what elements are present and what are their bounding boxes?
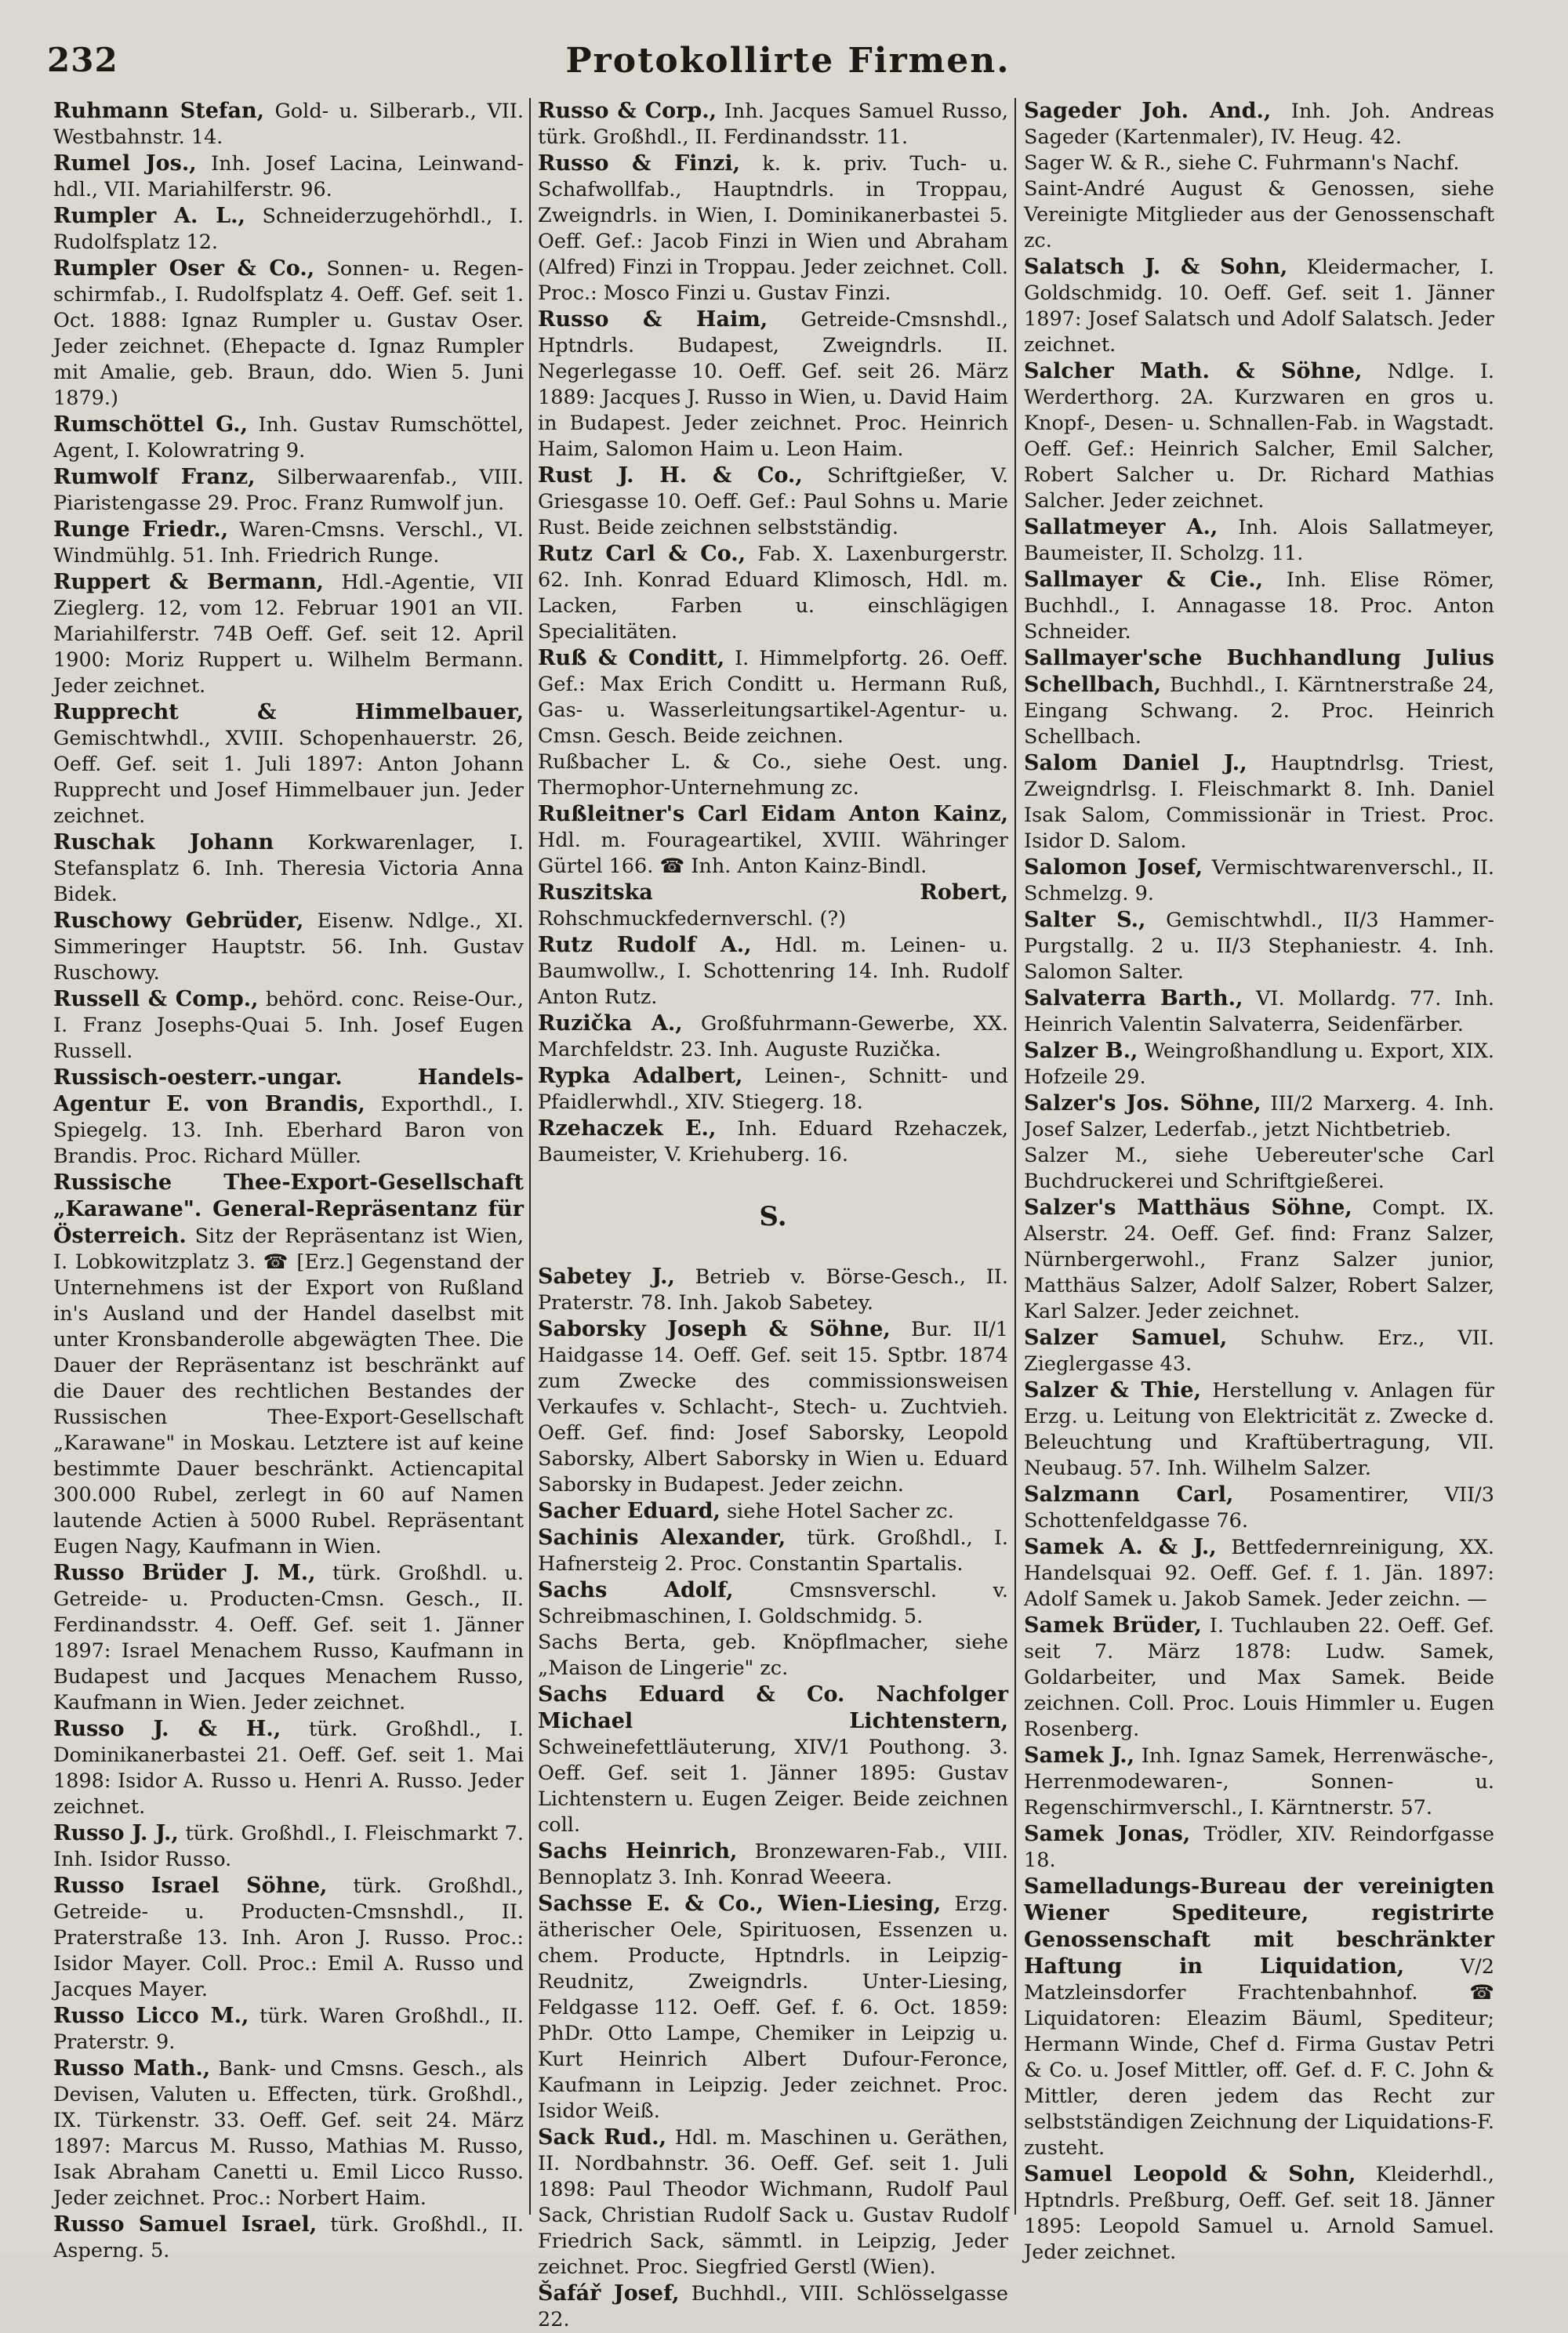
firm-details: Inh. Jacques Samuel Russo, türk. Großhdl., II. Ferdinandsstr. 11.: [538, 100, 1009, 149]
directory-entry: [538, 307, 1008, 463]
firm-details: siehe Hotel Sacher zc.: [727, 1500, 954, 1523]
firm-name: Salomon Josef,: [1024, 855, 1203, 880]
firm-details: Saint-André August & Genossen, siehe Vereinigte Mitglieder aus der Genossenschaft zc.: [1024, 177, 1494, 252]
firm-details: Inh. Alois Sallatmeyer, Baumeister, II. Scholzg. 11.: [1024, 516, 1494, 565]
firm-details: türk. Großhdl. u. Getreide- u. Producten-Cmsn. Gesch., II. Ferdinandsstr. 4. Oeff. Gef. seit 1. Jänner 1897: Israel Menachem Russo, Kaufmann in Budapest und Jacques Menachem Russo, Kaufmann in Wien. Jeder zeichnet.: [53, 1562, 524, 1714]
directory-entry: [53, 829, 524, 908]
firm-details: Sachs Berta, geb. Knöpflmacher, siehe „Maison de Lingerie" zc.: [538, 1631, 1008, 1680]
directory-entry: [538, 1577, 1008, 1630]
firm-details: Hauptndrlsg. Triest, Zweigndrlsg. I. Fleischmarkt 8. Inh. Daniel Isak Salom, Commissionär in Triest. Proc. Isidor D. Salom.: [1024, 752, 1495, 853]
directory-entry: [53, 412, 524, 464]
firm-name: Russell & Comp.,: [53, 987, 259, 1011]
firm-name: Russo Brüder J. M.,: [53, 1561, 316, 1585]
firm-details: Erzg. ätherischer Oele, Spirituosen, Essenzen u. chem. Producte, Hptndrls. in Leipzig-Reudnitz, Zweigndrls. Unter-Liesing, Feldgasse 112. Oeff. Gef. f. 6. Oct. 1859: PhDr. Otto Lampe, Chemiker in Leipzig u. Kurt Heinrich Albert Dufour-Feronce, Kaufmann in Leipzig. Jeder zeichnet. Proc. Isidor Weiß.: [538, 1892, 1009, 2123]
firm-details: Bur. II/1 Haidgasse 14. Oeff. Gef. seit 15. Sptbr. 1874 zum Zwecke des commissionsweisen Verkaufes v. Schlacht-, Stech- u. Zuchtvieh. Oeff. Gef. find: Josef Saborsky, Leopold Saborsky, Albert Saborsky in Wien u. Eduard Saborsky in Budapest. Jeder zeichn.: [538, 1318, 1008, 1497]
firm-details: Inh. Eduard Rzehaczek, Baumeister, V. Kriehuberg. 16.: [538, 1117, 1009, 1166]
firm-details: V/2 Matzleinsdorfer Frachtenbahnhof. ☎ Liquidatoren: Eleazim Bäuml, Spediteur; Hermann Winde, Chef d. Firma Gustav Petri & Co. u. Josef Mittler, off. Gef. d. F. C. John & Mittler, deren jedem das Recht zur selbstständigen Zeichnung der Liquidations-F. zusteht.: [1024, 1955, 1494, 2160]
firm-details: Großfuhrmann-Gewerbe, XX. Marchfeldstr. 23. Inh. Auguste Ruzička.: [538, 1012, 1008, 1061]
directory-entry: [538, 932, 1008, 1010]
firm-details: Hdl. m. Fourageartikel, XVIII. Währinger Gürtel 166. ☎ Inh. Anton Kainz-Bindl.: [538, 829, 1008, 878]
directory-entry: [53, 569, 524, 699]
directory-entry: [538, 1498, 1008, 1525]
firm-details: I. Tuchlauben 22. Oeff. Gef. seit 7. März 1878: Ludw. Samek, Goldarbeiter, und Max Samek. Beide zeichnen. Coll. Proc. Louis Himmler u. Eugen Rosenberg.: [1024, 1614, 1494, 1741]
firm-name: Russische Thee-Export-Gesellschaft „Karawane". General-Repräsentanz für Österreich.: [53, 1170, 524, 1248]
directory-entry: [53, 699, 524, 829]
firm-name: Ruß & Conditt,: [538, 646, 725, 670]
firm-name: Saborsky Joseph & Söhne,: [538, 1317, 891, 1341]
firm-details: Gemischtwhdl., XVIII. Schopenhauerstr. 26, Oeff. Gef. seit 1. Juli 1897: Anton Johann Rupprecht und Josef Himmelbauer jun. Jeder zeichnet.: [53, 727, 524, 828]
directory-entry: [538, 2280, 1008, 2333]
firm-details: Gold- u. Silberarb., VII. Westbahnstr. 14.: [53, 100, 524, 149]
directory-entry: [1024, 1613, 1494, 1743]
firm-details: Sonnen- u. Regen-schirmfab., I. Rudolfsplatz 4. Oeff. Gef. seit 1. Oct. 1888: Ignaz Rumpler u. Gustav Oser. Jeder zeichnet. (Ehepacte d. Ignaz Rumpler mit Amalie, geb. Braun, ddo. Wien 5. Juni 1879.): [53, 257, 524, 410]
directory-entry: [1024, 1534, 1494, 1613]
directory-entry: [1024, 358, 1494, 514]
firm-name: Sallatmeyer A.,: [1024, 515, 1218, 539]
firm-details: Sitz der Repräsentanz ist Wien, I. Lobkowitzplatz 3. ☎ [Erz.] Gegenstand der Unternehmens ist der Export von Rußland in's Ausland und der Handel daselbst mit unter Kronsbanderolle abgewägten Thee. Die Dauer der Repräsentanz ist beschränkt auf die Dauer des rechtlichen Bestandes der Russischen Thee-Export-Gesellschaft „Karawane" in Moskau. Letztere ist auf keine bestimmte Dauer beschränkt. Actiencapital 300.000 Rubel, zerlegt in 60 auf Namen lautende Actien à 5000 Rubel. Repräsentant Eugen Nagy, Kaufmann in Wien.: [53, 1225, 524, 1558]
firm-name: Samek Brüder,: [1024, 1613, 1202, 1638]
page-number: 232: [47, 41, 118, 79]
firm-name: Sack Rud.,: [538, 2125, 666, 2150]
firm-name: Sageder Joh. And.,: [1024, 99, 1272, 123]
firm-name: Rußleitner's Carl Eidam Anton Kainz,: [538, 802, 1008, 826]
firm-name: Russisch-oesterr.-ungar. Handels-Agentur E. von Brandis,: [53, 1065, 524, 1116]
firm-details: behörd. conc. Reise-Our., I. Franz Josephs-Quai 5. Inh. Josef Eugen Russell.: [53, 988, 524, 1063]
firm-name: Sachs Adolf,: [538, 1578, 734, 1602]
firm-name: Sachs Eduard & Co. Nachfolger Michael Lichtenstern,: [538, 1682, 1008, 1733]
firm-details: Waren-Cmsns. Verschl., VI. Windmühlg. 51. Inh. Friedrich Runge.: [53, 518, 524, 568]
firm-details: türk. Großhdl., I. Hafnersteig 2. Proc. Constantin Spartalis.: [538, 1526, 1008, 1576]
directory-entry: [53, 1873, 524, 2003]
directory-entry: [1024, 254, 1494, 358]
firm-details: Bank- und Cmsns. Gesch., als Devisen, Valuten u. Effecten, türk. Großhdl., IX. Türkenstr. 33. Oeff. Gef. seit 24. März 1897: Marcus M. Russo, Mathias M. Russo, Isak Abraham Canetti u. Emil Licco Russo. Jeder zeichnet. Proc.: Norbert Haim.: [53, 2057, 524, 2210]
firm-details: Bronzewaren-Fab., VIII. Bennoplatz 3. Inh. Konrad Weeera.: [538, 1840, 1008, 1889]
directory-entry: [538, 1525, 1008, 1577]
directory-entry: [53, 517, 524, 569]
directory-entry: [53, 464, 524, 517]
firm-name: Sachs Heinrich,: [538, 1839, 738, 1863]
firm-details: Rußbacher L. & Co., siehe Oest. ung. Thermophor-Unternehmung zc.: [538, 750, 1008, 800]
firm-details: Inh. Ignaz Samek, Herrenwäsche-, Herrenmodewaren-, Sonnen- u. Regenschirmverschl., I. Kärntnerstr. 57.: [1024, 1744, 1495, 1820]
page-header: [47, 41, 1529, 96]
firm-name: Russo J. & H.,: [53, 1717, 281, 1741]
firm-details: Vermischtwarenverschl., II. Schmelzg. 9.: [1024, 856, 1495, 905]
firm-name: Salter S.,: [1024, 908, 1146, 932]
directory-entry: [538, 645, 1008, 749]
firm-name: Ruszitska Robert,: [538, 880, 1008, 905]
firm-details: Compt. IX. Alserstr. 24. Oeff. Gef. find: Franz Salzer, Nürnbergerwohl., Franz Salzer junior, Matthäus Salzer, Adolf Salzer, Robert Salzer, Karl Salzer. Jeder zeichnet.: [1024, 1196, 1494, 1323]
directory-entry: [53, 2003, 524, 2055]
firm-name: Ruhmann Stefan,: [53, 99, 265, 123]
directory-entry: [53, 1560, 524, 1716]
columns: [53, 98, 1527, 2331]
directory-entry: [538, 1316, 1008, 1498]
firm-name: Sallmayer'sche Buchhandlung Julius Schellbach,: [1024, 646, 1494, 697]
directory-entry: [1024, 1482, 1494, 1534]
firm-name: Salzer's Matthäus Söhne,: [1024, 1196, 1352, 1220]
directory-entry: [1024, 98, 1494, 151]
directory-entry: [538, 541, 1008, 645]
firm-name: Sachsse E. & Co., Wien-Liesing,: [538, 1892, 942, 1916]
directory-entry: [538, 98, 1008, 151]
directory-entry: [1024, 1195, 1494, 1325]
directory-entry: [53, 98, 524, 151]
firm-details: Buchhdl., I. Kärntnerstraße 24, Eingang Schwang. 2. Proc. Heinrich Schellbach.: [1024, 673, 1495, 749]
firm-name: Sallmayer & Cie.,: [1024, 568, 1264, 592]
firm-name: Rupprecht & Himmelbauer,: [53, 700, 524, 724]
firm-name: Russo Licco M.,: [53, 2004, 249, 2028]
firm-details: VI. Mollardg. 77. Inh. Heinrich Valentin Salvaterra, Seidenfärber.: [1024, 987, 1494, 1036]
firm-name: Rumpler A. L.,: [53, 204, 245, 228]
directory-entry: [1024, 1821, 1494, 1874]
firm-details: Sager W. & R., siehe C. Fuhrmann's Nachf.: [1024, 151, 1460, 175]
directory-entry: [1024, 1377, 1494, 1482]
column-divider: [529, 98, 531, 2215]
directory-entry: [1024, 985, 1494, 1038]
firm-details: Betrieb v. Börse-Gesch., II. Praterstr. 78. Inh. Jakob Sabetey.: [538, 1265, 1008, 1315]
firm-details: Gemischtwhdl., II/3 Hammer-Purgstallg. 2 u. II/3 Stephaniestr. 4. Inh. Salomon Salter.: [1024, 909, 1494, 984]
directory-entry: [538, 1010, 1008, 1063]
firm-name: Sabetey J.,: [538, 1264, 675, 1289]
column-middle: [538, 98, 1009, 2331]
firm-name: Salzer Samuel,: [1024, 1326, 1228, 1350]
firm-details: türk. Großhdl., Getreide- u. Producten-Cmsnshdl., II. Praterstraße 13. Inh. Aron J. Russo. Proc.: Isidor Mayer. Coll. Proc.: Emil A. Russo und Jacques Mayer.: [53, 1874, 524, 2001]
directory-entry: [538, 463, 1008, 541]
firm-name: Samelladungs-Bureau der vereinigten Wiener Spediteure, registrirte Genossenschaft mit beschränkter Haftung in Liquidation,: [1024, 1874, 1494, 1979]
directory-entry: [1024, 645, 1494, 750]
firm-details: Buchhdl., VIII. Schlösselgasse 22.: [538, 2282, 1008, 2331]
directory-entry: [1024, 2161, 1494, 2266]
firm-name: Ruschak Johann: [53, 830, 274, 854]
directory-entry: [1024, 567, 1494, 645]
firm-name: Sacher Eduard,: [538, 1499, 720, 1523]
firm-details: Inh. Elise Römer, Buchhdl., I. Annagasse 18. Proc. Anton Schneider.: [1024, 568, 1494, 644]
firm-name: Samek A. & J.,: [1024, 1535, 1217, 1559]
firm-name: Salzer & Thie,: [1024, 1378, 1202, 1402]
firm-details: türk. Großhdl., I. Fleischmarkt 7. Inh. Isidor Russo.: [53, 1822, 524, 1871]
firm-name: Salzer's Jos. Söhne,: [1024, 1091, 1261, 1116]
firm-name: Salatsch J. & Sohn,: [1024, 255, 1288, 279]
directory-entry: [1024, 1743, 1494, 1821]
firm-details: I. Himmelpfortg. 26. Oeff. Gef.: Max Erich Conditt u. Hermann Ruß, Gas- u. Wasserleitungsartikel-Agentur- u. Cmsn. Gesch. Beide zeichnen.: [538, 647, 1008, 748]
firm-name: Rutz Rudolf A.,: [538, 933, 752, 957]
firm-details: Getreide-Cmsnshdl., Hptndrls. Budapest, Zweigndrls. II. Negerlegasse 10. Oeff. Gef. seit 26. März 1889: Jacques J. Russo in Wien, u. David Haim in Budapest. Jeder zeichnet. Proc. Heinrich Haim, Salomon Haim u. Leon Haim.: [538, 308, 1008, 461]
directory-entry: [53, 256, 524, 412]
directory-entry: [538, 1682, 1008, 1838]
firm-details: Kleiderhdl., Hptndrls. Preßburg, Oeff. Gef. seit 18. Jänner 1895: Leopold Samuel u. Arnold Samuel. Jeder zeichnet.: [1024, 2163, 1494, 2264]
firm-details: Salzer M., siehe Uebereuter'sche Carl Buchdruckerei und Schriftgießerei.: [1024, 1144, 1494, 1193]
directory-entry: [538, 880, 1008, 932]
directory-entry: [1024, 907, 1494, 985]
directory-entry: [53, 2211, 524, 2264]
directory-entry: [1024, 151, 1494, 176]
firm-details: Leinen-, Schnitt- und Pfaidlerwhdl., XIV. Stiegerg. 18.: [538, 1065, 1008, 1114]
firm-details: Fab. X. Laxenburgerstr. 62. Inh. Konrad Eduard Klimosch, Hdl. m. Lacken, Farben u. einschlägigen Specialitäten.: [538, 542, 1008, 644]
directory-entry: [538, 1838, 1008, 1891]
firm-name: Russo & Finzi,: [538, 151, 741, 176]
firm-details: k. k. priv. Tuch- u. Schafwollfab., Hauptndrls. in Troppau, Zweigndrls. in Wien, I. Dominikanerbastei 5. Oeff. Gef.: Jacob Finzi in Wien und Abraham (Alfred) Finzi in Troppau. Jeder zeichnet. Coll. Proc.: Mosco Finzi u. Gustav Finzi.: [538, 152, 1008, 305]
firm-name: Russo Samuel Israel,: [53, 2212, 318, 2237]
firm-name: Russo & Haim,: [538, 307, 768, 332]
directory-entry: [53, 2055, 524, 2211]
firm-details: Schuhw. Erz., VII. Zieglergasse 43.: [1024, 1326, 1494, 1376]
directory-entry: [538, 1063, 1008, 1116]
directory-entry: [53, 151, 524, 203]
firm-details: Trödler, XIV. Reindorfgasse 18.: [1024, 1823, 1495, 1872]
page-title: Protokollirte Firmen.: [565, 41, 1011, 81]
firm-details: türk. Waren Großhdl., II. Praterstr. 9.: [53, 2005, 524, 2054]
firm-details: türk. Großhdl., II. Asperng. 5.: [53, 2213, 524, 2262]
firm-details: Inh. Joh. Andreas Sageder (Kartenmaler), IV. Heug. 42.: [1024, 100, 1494, 149]
directory-entry: [53, 1065, 524, 1170]
firm-name: Samek Jonas,: [1024, 1822, 1191, 1846]
firm-name: Salzmann Carl,: [1024, 1482, 1234, 1507]
firm-details: Hdl. m. Maschinen u. Geräthen, II. Nordbahnstr. 36. Oeff. Gef. seit 1. Juli 1898: Paul Theodor Wichmann, Rudolf Paul Sack, Christian Rudolf Sack u. Gustav Rudolf Friedrich Sack, sämmtl. in Leipzig, Jeder zeichnet. Proc. Siegfried Gerstl (Wien).: [538, 2126, 1009, 2279]
firm-details: Inh. Gustav Rumschöttel, Agent, I. Kolowratring 9.: [53, 413, 524, 463]
firm-name: Russo Israel Söhne,: [53, 1874, 328, 1898]
firm-name: Russo & Corp.,: [538, 99, 717, 123]
directory-entry: [538, 749, 1008, 801]
firm-name: Rutz Carl & Co.,: [538, 542, 746, 566]
firm-details: Silberwaarenfab., VIII. Piaristengasse 29. Proc. Franz Rumwolf jun.: [53, 466, 524, 515]
firm-name: Samuel Leopold & Sohn,: [1024, 2162, 1356, 2186]
firm-name: Runge Friedr.,: [53, 517, 229, 542]
firm-details: Posamentirer, VII/3 Schottenfeldgasse 76.: [1024, 1483, 1494, 1533]
directory-entry: [1024, 854, 1494, 907]
column-left: [53, 98, 524, 2262]
firm-name: Šafář Josef,: [538, 2281, 680, 2306]
firm-details: Cmsnsverschl. v. Schreibmaschinen, I. Goldschmidg. 5.: [538, 1579, 1008, 1628]
firm-name: Salvaterra Barth.,: [1024, 986, 1243, 1010]
firm-details: Rohschmuckfedernverschl. (?): [538, 907, 847, 931]
firm-name: Sachinis Alexander,: [538, 1526, 786, 1550]
firm-details: Hdl. m. Leinen- u. Baumwollw., I. Schottenring 14. Inh. Rudolf Anton Rutz.: [538, 934, 1009, 1009]
directory-entry: [53, 1170, 524, 1560]
directory-entry: [538, 1891, 1008, 2124]
firm-name: Ruschowy Gebrüder,: [53, 909, 304, 933]
firm-details: türk. Großhdl., I. Dominikanerbastei 21. Oeff. Gef. seit 1. Mai 1898: Isidor A. Russo u. Henri A. Russo. Jeder zeichnet.: [53, 1718, 524, 1819]
firm-name: Russo Math.,: [53, 2056, 211, 2081]
firm-name: Rzehaczek E.,: [538, 1116, 717, 1141]
directory-entry: [1024, 1874, 1494, 2161]
firm-details: Exporthdl., I. Spiegelg. 13. Inh. Eberhard Baron von Brandis. Proc. Richard Müller.: [53, 1093, 524, 1168]
firm-details: Korkwarenlager, I. Stefansplatz 6. Inh. Theresia Victoria Anna Bidek.: [53, 831, 524, 906]
directory-entry: [1024, 1090, 1494, 1143]
firm-details: Schweinefettläuterung, XIV/1 Pouthong. 3. Oeff. Gef. seit 1. Jänner 1895: Gustav Lichtenstern u. Eugen Zeiger. Beide zeichnen coll.: [538, 1736, 1008, 1837]
firm-name: Ruppert & Bermann,: [53, 570, 324, 594]
firm-name: Rumwolf Franz,: [53, 465, 256, 489]
firm-details: Bettfedernreinigung, XX. Handelsquai 92. Oeff. Gef. f. 1. Jän. 1897: Adolf Samek u. Jakob Samek. Jeder zeichn. —: [1024, 1536, 1495, 1611]
firm-name: Rumpler Oser & Co.,: [53, 256, 315, 281]
firm-name: Salom Daniel J.,: [1024, 751, 1247, 775]
directory-entry: [1024, 176, 1494, 254]
directory-entry: [538, 2124, 1008, 2280]
directory-entry: [53, 203, 524, 256]
column-divider: [1014, 98, 1016, 2215]
firm-name: Samek J.,: [1024, 1743, 1135, 1768]
firm-details: III/2 Marxerg. 4. Inh. Josef Salzer, Lederfab., jetzt Nichtbetrieb.: [1024, 1092, 1494, 1141]
firm-details: Schneiderzugehörhdl., I. Rudolfsplatz 12.: [53, 205, 524, 254]
firm-details: Ndlge. I. Werderthorg. 2A. Kurzwaren en gros u. Knopf-, Desen- u. Schnallen-Fab. in Wagstadt. Oeff. Gef.: Heinrich Salcher, Emil Salcher, Robert Salcher u. Dr. Richard Mathias Salcher. Jeder zeichnet.: [1024, 360, 1494, 513]
directory-entry: [1024, 1143, 1494, 1195]
directory-entry: [53, 986, 524, 1065]
firm-details: Weingroßhandlung u. Export, XIX. Hofzeile 29.: [1024, 1040, 1495, 1089]
firm-name: Rust J. H. & Co.,: [538, 463, 803, 488]
firm-name: Ruzička A.,: [538, 1011, 683, 1036]
firm-name: Rypka Adalbert,: [538, 1064, 743, 1088]
directory-entry: [53, 1820, 524, 1873]
directory-entry: [538, 1264, 1008, 1316]
directory-entry: [538, 801, 1008, 880]
directory-entry: [538, 1630, 1008, 1682]
firm-details: Eisenw. Ndlge., XI. Simmeringer Hauptstr. 56. Inh. Gustav Ruschowy.: [53, 909, 524, 985]
firm-details: Schriftgießer, V. Griesgasse 10. Oeff. Gef.: Paul Sohns u. Marie Rust. Beide zeichnen selbstständig.: [538, 464, 1009, 539]
firm-name: Rumschöttel G.,: [53, 412, 248, 437]
directory-entry: [1024, 750, 1494, 854]
directory-entry: [538, 151, 1008, 307]
directory-entry: [53, 1716, 524, 1820]
firm-name: Salzer B.,: [1024, 1039, 1138, 1063]
firm-details: Kleidermacher, I. Goldschmidg. 10. Oeff. Gef. seit 1. Jänner 1897: Josef Salatsch und Adolf Salatsch. Jeder zeichnet.: [1024, 256, 1494, 357]
directory-entry: [53, 908, 524, 986]
directory-entry: [1024, 1038, 1494, 1090]
firm-details: Inh. Josef Lacina, Leinwand-hdl., VII. Mariahilferstr. 96.: [53, 152, 524, 201]
column-right: [1024, 98, 1495, 2264]
firm-name: Rumel Jos.,: [53, 151, 197, 176]
firm-name: Russo J. J.,: [53, 1821, 179, 1845]
directory-entry: [1024, 1325, 1494, 1377]
firm-details: Herstellung v. Anlagen für Erzg. u. Leitung von Elektricität z. Zwecke d. Beleuchtung und Kraftübertragung, VII. Neubaug. 57. Inh. Wilhelm Salzer.: [1024, 1379, 1494, 1480]
directory-entry: [538, 1116, 1008, 1168]
directory-entry: [1024, 514, 1494, 567]
firm-details: Hdl.-Agentie, VII Zieglerg. 12, vom 12. Februar 1901 an VII. Mariahilferstr. 74B Oeff. Gef. seit 12. April 1900: Moriz Ruppert u. Wilhelm Bermann. Jeder zeichnet.: [53, 571, 524, 698]
section-heading: S.: [759, 1201, 787, 1232]
firm-name: Salcher Math. & Söhne,: [1024, 359, 1363, 383]
